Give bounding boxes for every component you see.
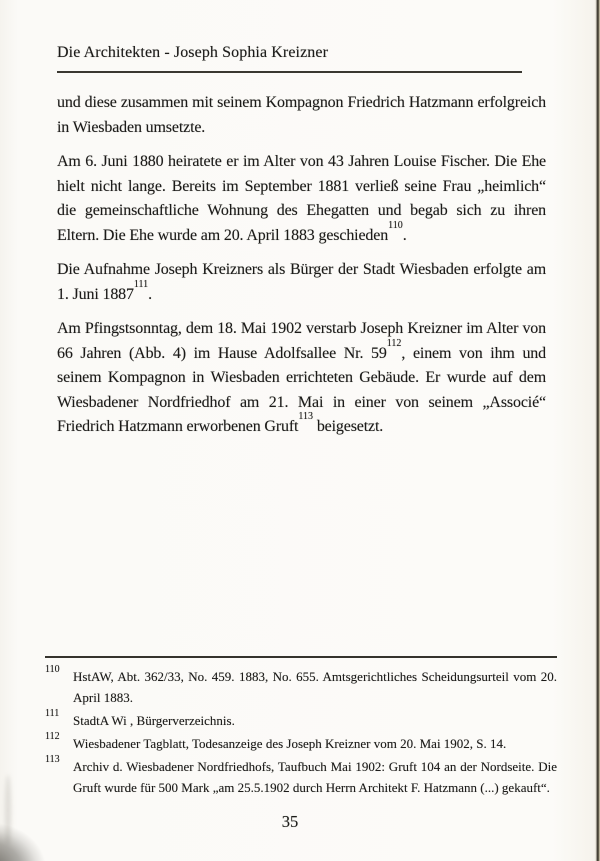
footnote-text: Wiesbadener Tagblatt, Todesanzeige des Joseph Kreizner vom 20. Mai 1902, S. 14. [73,736,507,751]
paragraph: Die Aufnahme Joseph Kreizners als Bürger der Stadt Wiesbaden erfolgte am 1. Juni 1887$^{111}$. [57,261,546,303]
footnote: $^{110}$ HstAW, Abt. 362/33, No. 459. 1883, No. 655. Amtsgerichtliches Scheidungsurteil vom 20. April 1883. [45,663,557,705]
body-text [57,91,546,450]
footnote-reference: 110 [388,219,403,231]
footnote-separator-rule [45,656,557,658]
paragraph: Am Pfingstsonntag, dem 18. Mai 1902 verstarb Joseph Kreizner im Alter von 66 Jahren (Abb. 4) im Hause Adolfsallee Nr. $59^{112}$, einem von ihm und seinem Kompagnon in Wiesbaden errichteten Gebäude. Er wurde auf dem Wiesbadener Nordfriedhof am 21. Mai in einer von seinem „Associé“ Friedrich Hatzmann erworbenen Gruft$^{113}$ beigesetzt. [57,320,546,435]
scan-edge-line-artifact [595,0,600,861]
footnote-reference: 113 [298,411,313,423]
scan-corner-shadow-artifact [0,801,70,861]
paragraph: und diese zusammen mit seinem Kompagnon Friedrich Hatzmann erfolgreich in Wiesbaden umsetzte. [57,94,546,136]
footnote-text: StadtA Wi , Bürgerverzeichnis. [73,713,235,728]
footnote: $^{112}$ Wiesbadener Tagblatt, Todesanzeige des Joseph Kreizner vom 20. Mai 1902, S. 14. [45,730,507,751]
footnote: $^{113}$ Archiv d. Wiesbadener Nordfriedhofs, Taufbuch Mai 1902: Gruft 104 an der Nordseite. Die Gruft wurde für 500 Mark „am 25.5.1902 durch Herrn Architekt F. Hatzmann (...) gekauft“. [45,753,557,795]
page-number: 35 [281,812,299,831]
running-header: Die Architekten - Joseph Sophia Kreizner [57,44,522,73]
footnote-reference: 112 [386,337,402,349]
footnotes-section [45,656,557,800]
footnote-reference: 111 [133,278,149,290]
footnote-text: Archiv d. Wiesbadener Nordfriedhofs, Taufbuch Mai 1902: Gruft 104 an der Nordseite. Die Gruft wurde für 500 Mark „am 25.5.1902 durch Herrn Architekt F. Hatzmann (...) gekauft“. [73,759,557,795]
footnote: $^{111}$ StadtA Wi , Bürgerverzeichnis. [45,707,235,728]
paragraph: Am 6. Juni 1880 heiratete er im Alter von 43 Jahren Louise Fischer. Die Ehe hielt nicht lange. Bereits im September 1881 verließ seine Frau „heimlich“ die gemeinschaftliche Wohnung des Ehegatten und begab sich zu ihren Eltern. Die Ehe wurde am 20. April 1883 geschieden$^{110}$. [57,153,546,244]
footnote-text: HstAW, Abt. 362/33, No. 459. 1883, No. 655. Amtsgerichtliches Scheidungsurteil vom 20. April 1883. [73,669,557,705]
